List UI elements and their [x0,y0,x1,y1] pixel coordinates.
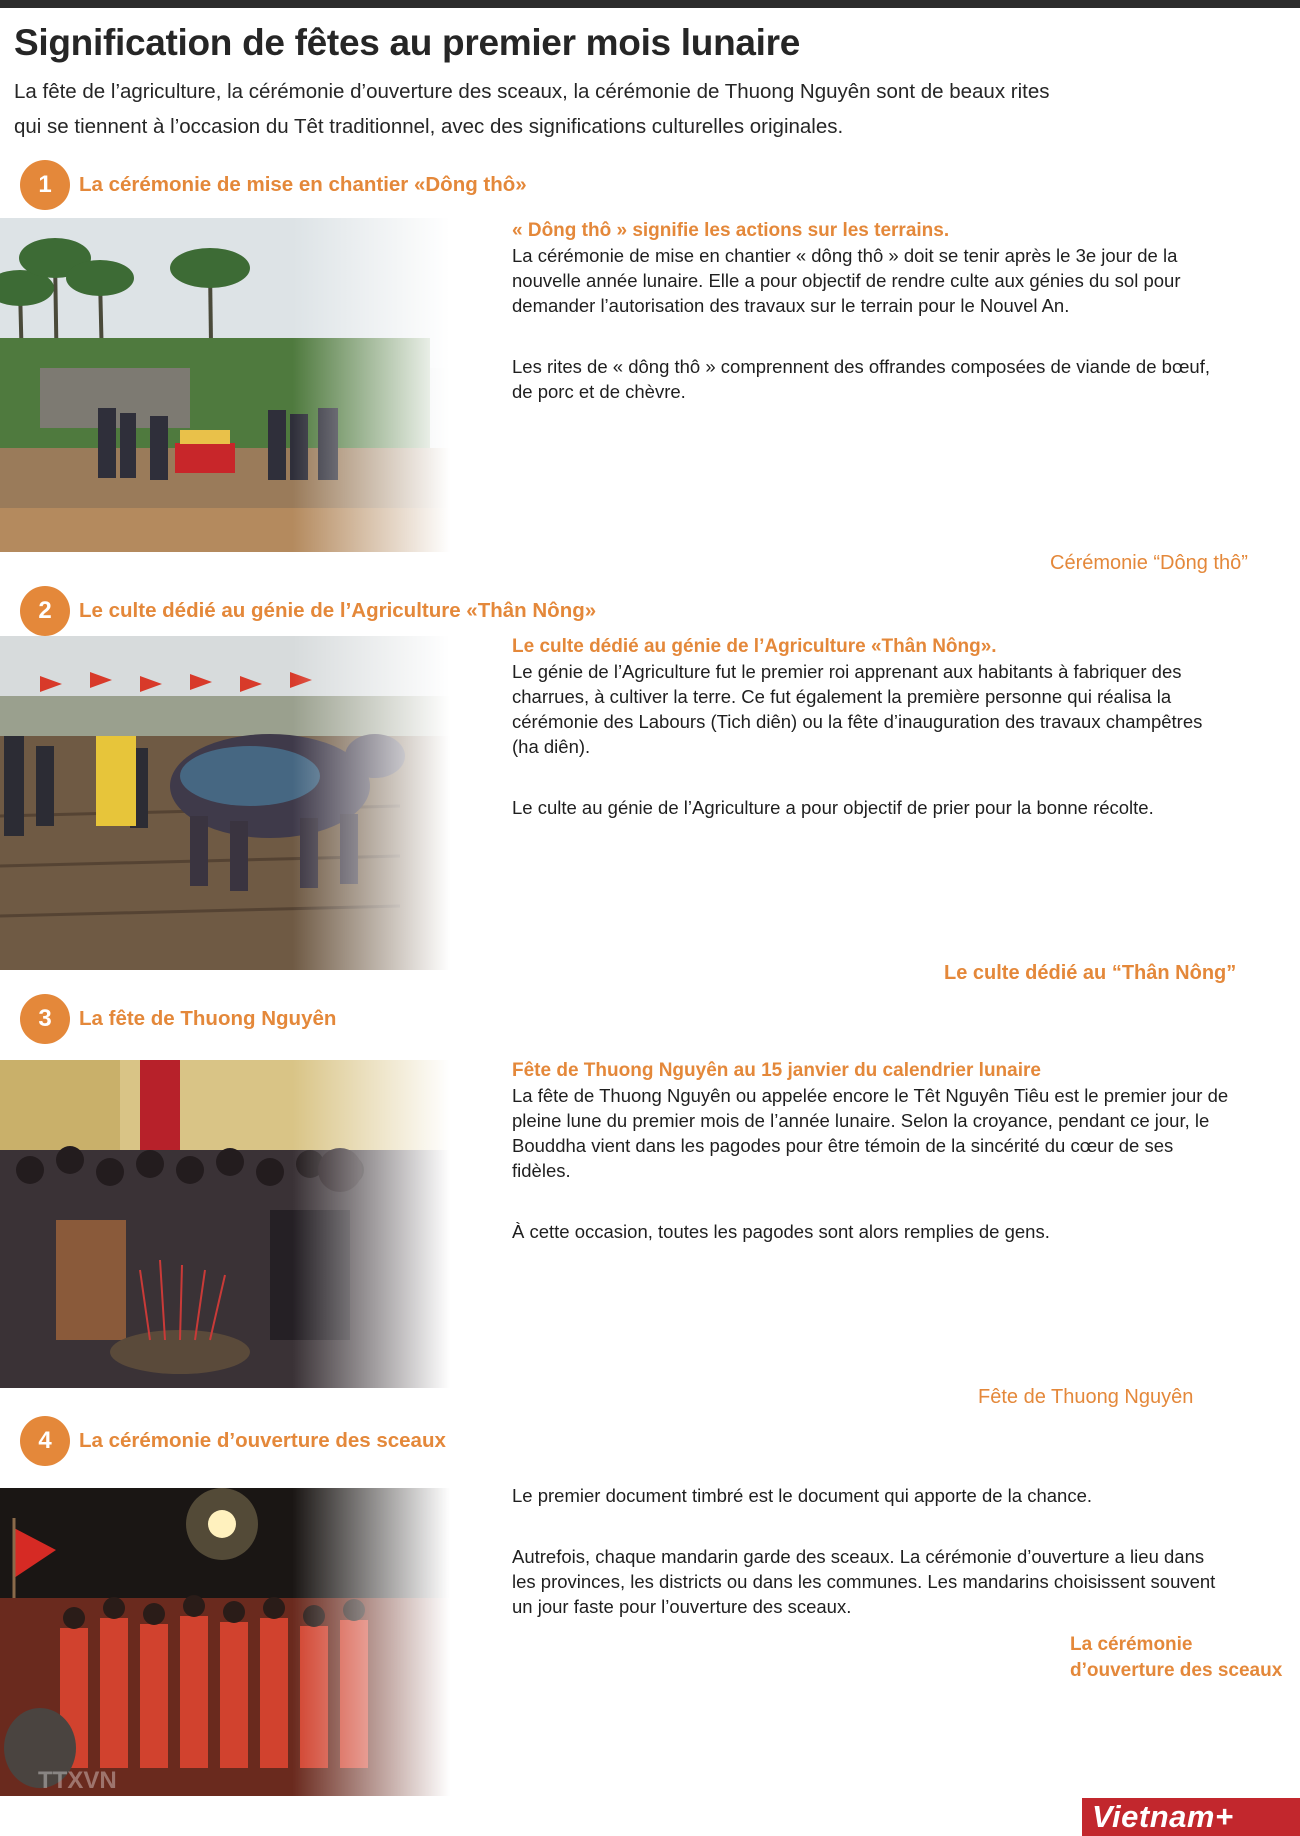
page-title: Signification de fêtes au premier mois lunaire [14,22,801,63]
photo-caption: Fête de Thuong Nguyên [978,1386,1194,1408]
section-title: La fête de Thuong Nguyên [79,1007,337,1030]
section-title: Le culte dédié au génie de l’Agriculture «Thân Nông» [79,599,597,622]
photo-dong-tho-ceremony [0,218,450,552]
section-2-text [512,634,1232,820]
top-bar [0,0,1300,8]
section-3-header [20,994,336,1044]
section-4-header [20,1416,446,1466]
section-2-header [20,586,596,636]
photo-caption [1070,1632,1282,1684]
intro-text: La fête de l’agriculture, la cérémonie d’ouverture des sceaux, la cérémonie de Thuong Nguyên sont de beaux rites qui se tiennent à l’occasion du Têt traditionnel, avec des significations culturelles originales. [14,80,1050,138]
section-paragraph: Le génie de l’Agriculture fut le premier roi apprenant aux habitants à fabriquer des charrues, à cultiver la terre. Ce fut également la première personne qui réalisa la cérémonie des Labours (Tich diên) ou la fête d’inauguration des travaux champêtres (ha diên). [512,661,1203,757]
photo-caption: Le culte dédié au “Thân Nông” [944,962,1237,984]
section-1-header [20,160,527,210]
section-subtitle: « Dông thô » signifie les actions sur les terrains. [512,220,950,241]
section-paragraph: La cérémonie de mise en chantier « dông thô » doit se tenir après le 3e jour de la nouvelle année lunaire. Elle a pour objectif de rendre culte aux génies du sol pour demander l’autorisation des travaux sur le terrain pour le Nouvel An. [512,245,1181,316]
photo-than-nong-ploughing [0,636,450,970]
caption-line: La cérémonie [1070,1634,1193,1655]
section-paragraph: À cette occasion, toutes les pagodes sont alors remplies de gens. [512,1221,1050,1242]
section-number-badge: 4 [20,1416,70,1466]
section-number-badge: 2 [20,586,70,636]
section-subtitle: Le culte dédié au génie de l’Agriculture «Thân Nông». [512,636,997,657]
section-paragraph: Le culte au génie de l’Agriculture a pour objectif de prier pour la bonne récolte. [512,797,1154,818]
section-4-text [512,1483,1232,1619]
section-paragraph: Autrefois, chaque mandarin garde des sceaux. La cérémonie d’ouverture a lieu dans les provinces, les districts ou dans les communes. Les mandarins choisissent souvent un jour faste pour l’ouverture des sceaux. [512,1546,1216,1617]
section-number-badge: 1 [20,160,70,210]
section-3-text [512,1058,1232,1244]
caption-line: d’ouverture des sceaux [1070,1660,1283,1681]
photo-caption: Cérémonie “Dông thô” [1050,552,1248,574]
vietnamplus-logo: Vietnam+ [1082,1798,1300,1836]
section-number-badge: 3 [20,994,70,1044]
photo-thuong-nguyen-pagoda [0,1060,450,1388]
section-subtitle: Fête de Thuong Nguyên au 15 janvier du calendrier lunaire [512,1060,1041,1081]
section-paragraph: La fête de Thuong Nguyên ou appelée encore le Têt Nguyên Tiêu est le premier jour de pleine lune du premier mois de l’année lunaire. Selon la croyance, pendant ce jour, le Bouddha vient dans les pagodes pour être témoin de la sincérité du cœur de ses fidèles. [512,1085,1229,1181]
section-title: La cérémonie de mise en chantier «Dông thô» [79,173,527,196]
photo-seal-opening-ceremony [0,1488,450,1796]
section-paragraph: Les rites de « dông thô » comprennent des offrandes composées de viande de bœuf, de porc et de chèvre. [512,356,1210,402]
section-title: La cérémonie d’ouverture des sceaux [79,1429,446,1452]
section-paragraph: Le premier document timbré est le document qui apporte de la chance. [512,1485,1092,1506]
section-1-text [512,218,1232,404]
